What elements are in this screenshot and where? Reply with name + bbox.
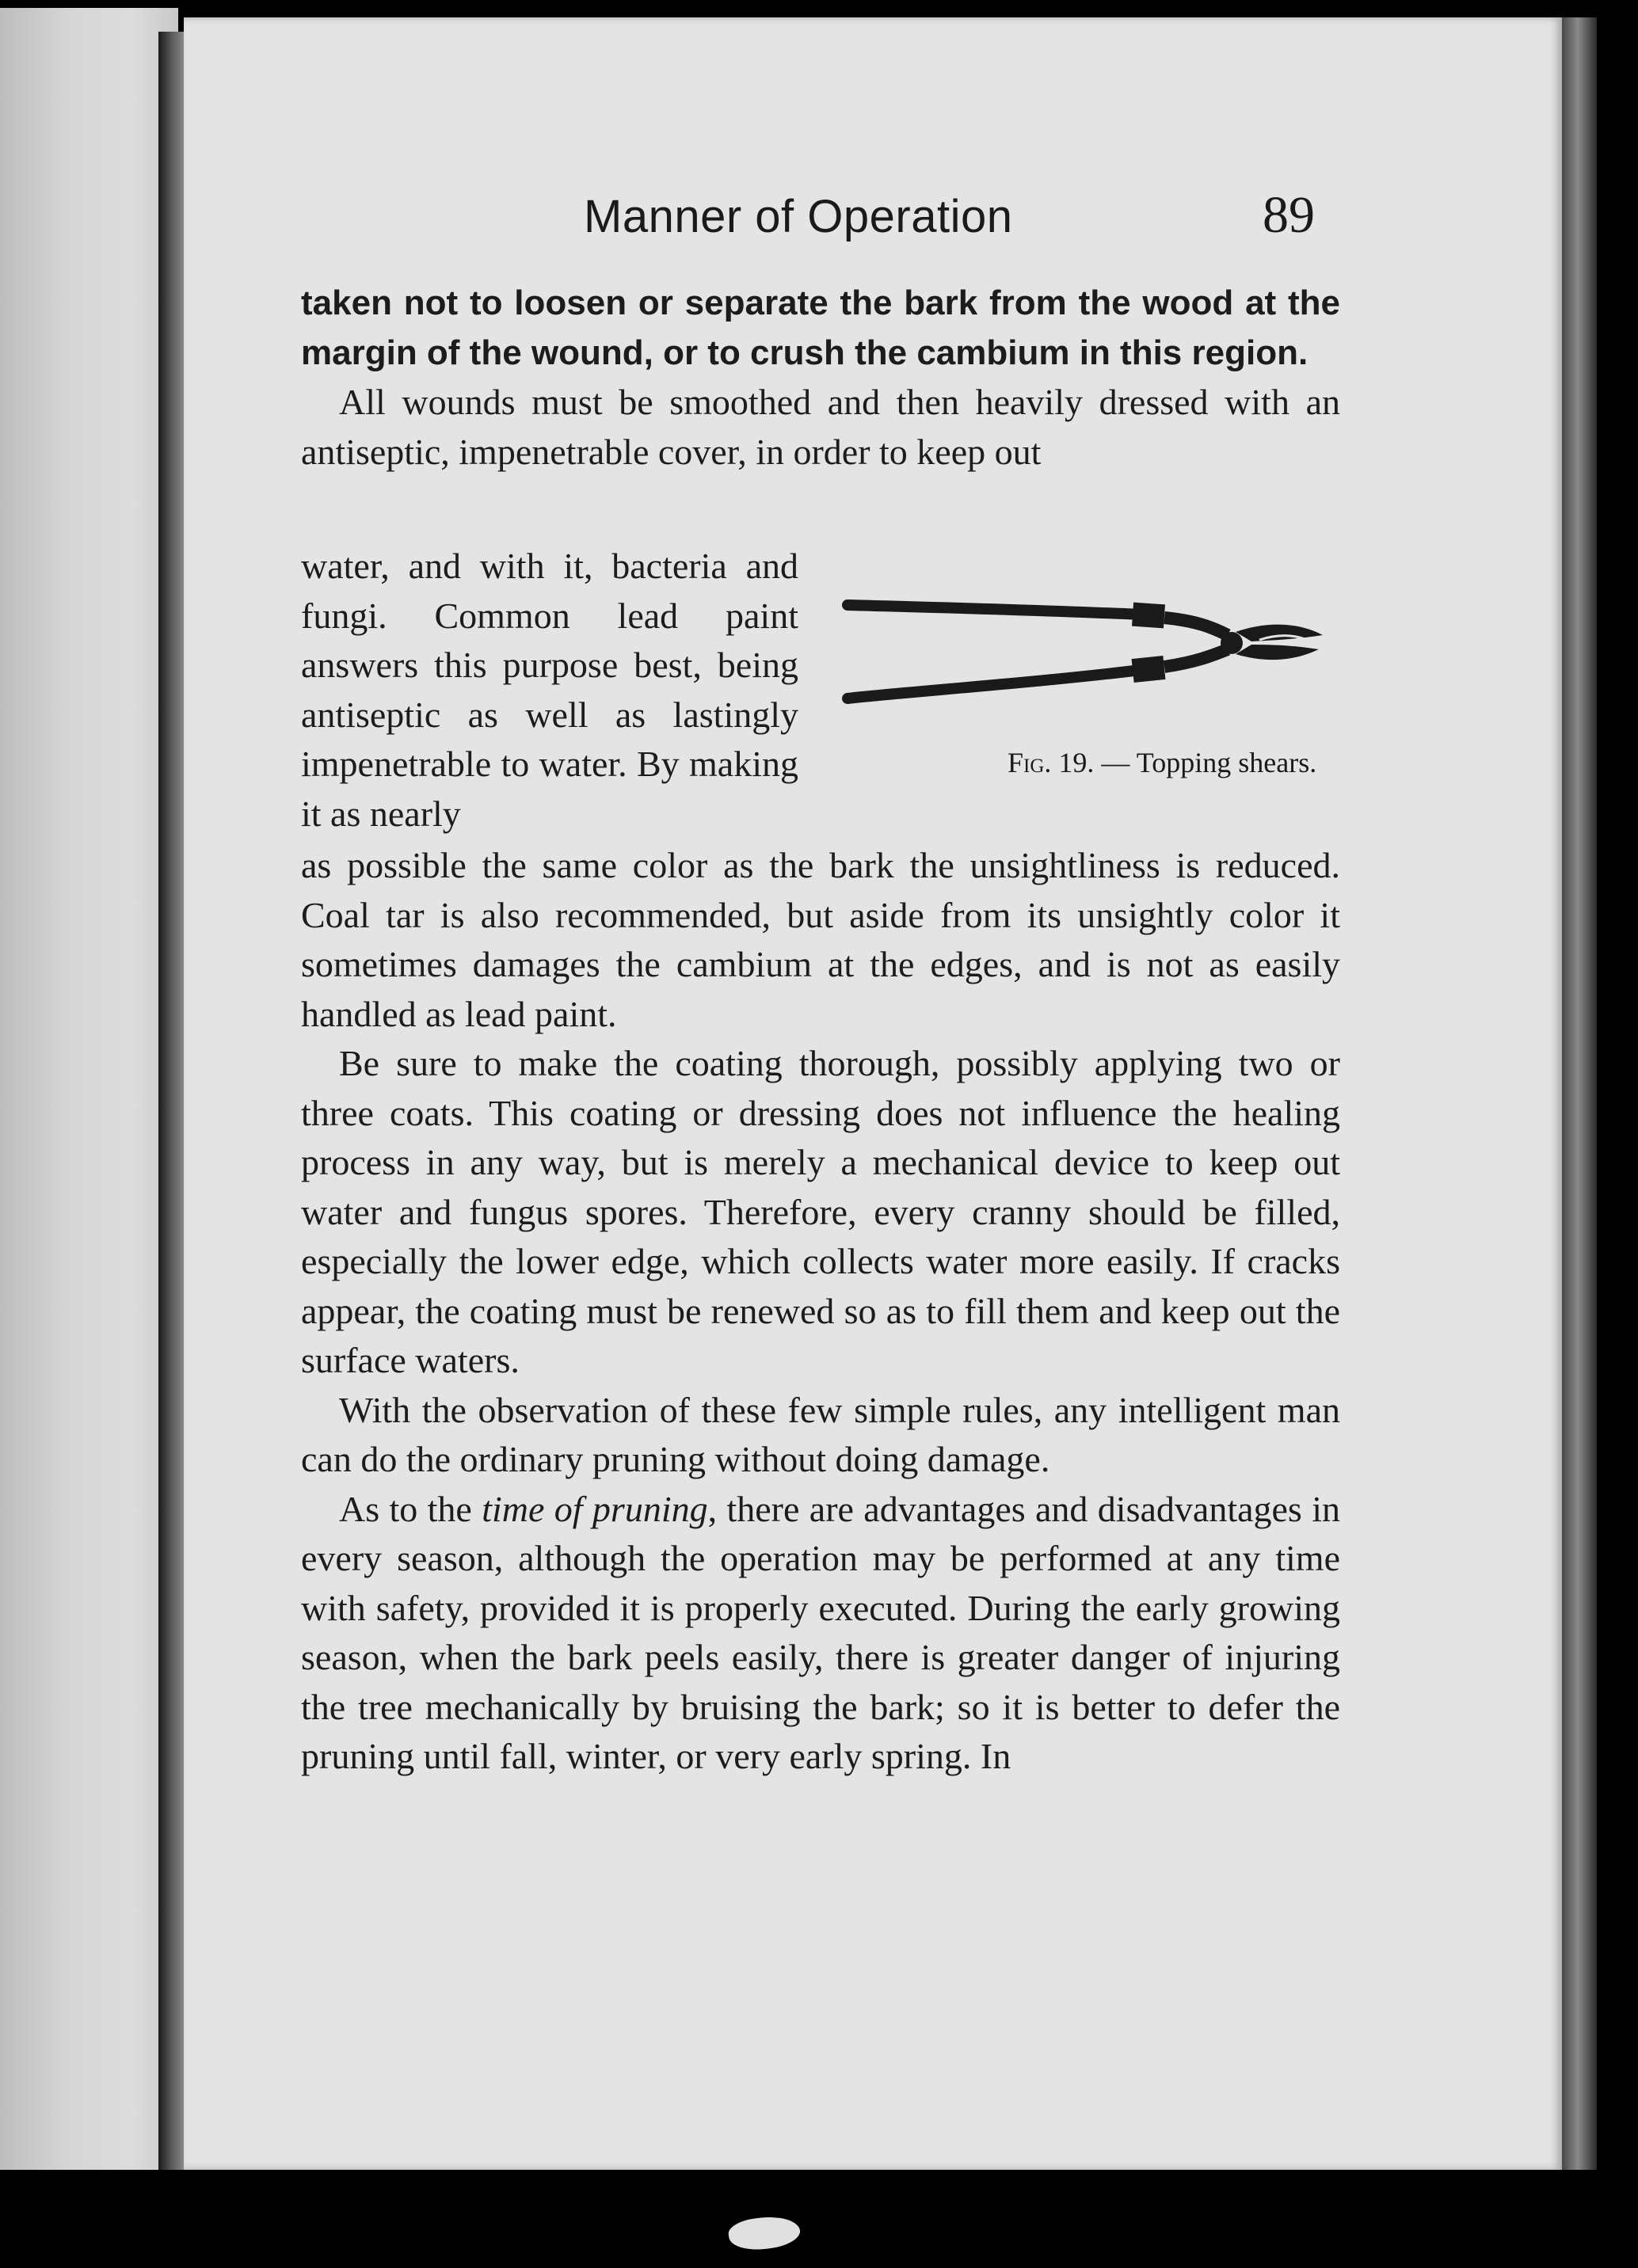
text-block-top xyxy=(301,279,1340,477)
paragraph-5-rest: , there are advantages and disadvantages in every season, although the operation may be performed at any time with safety, provided it is properly executed. During the early growing season, when the bark peels easily, there is greater danger of injuring the tree mechanically by bruising the bark; so it is better to defer the pruning until fall, winter, or very early spring. In xyxy=(301,1488,1340,1776)
page-fore-edge xyxy=(1559,17,1597,2170)
paragraph-2-wrapped: water, and with it, bacteria and fungi. Common lead paint answers this purpose best, being antiseptic as well as lastingly impenetrable to water. By making it as nearly xyxy=(301,546,798,834)
text-block-bottom xyxy=(301,841,1340,1782)
scan-background xyxy=(0,2170,1638,2268)
paragraph-2-start: All wounds must be smoothed and then heavily dressed with an antiseptic, impenetrable cover, in order to keep out xyxy=(301,382,1340,472)
paragraph-3: Be sure to make the coating thorough, possibly applying two or three coats. This coating or dressing does not influence the healing process in any way, but is merely a mechanical device to keep out water and fungus spores. Therefore, every cranny should be filled, especially the lower edge, which collects water more easily. If cracks appear, the coating must be renewed so as to fill them and keep out the surface waters. xyxy=(301,1043,1340,1380)
page-number: 89 xyxy=(1263,186,1315,244)
paragraph-4: With the observation of these few simple rules, any intelligent man can do the ordinary pruning without doing damage. xyxy=(301,1389,1340,1479)
left-page-edge xyxy=(0,8,178,2170)
paragraph-2-end: as possible the same color as the bark the unsightliness is reduced. Coal tar is also recommended, but aside from its unsightly color it sometimes damages the cambium at the edges, and is not as easily handled as lead paint. xyxy=(301,845,1340,1034)
paragraph-5-italic: time of pruning xyxy=(482,1488,708,1529)
wrapped-text xyxy=(301,542,798,839)
paragraph-5-start: As to the xyxy=(339,1488,482,1529)
figure-label: Fig. 19. xyxy=(1008,747,1095,778)
figure-caption xyxy=(1008,746,1316,779)
running-head: Manner of Operation xyxy=(584,191,1013,242)
page-header xyxy=(184,186,1562,245)
book-page xyxy=(184,17,1562,2170)
figure-caption-text: — Topping shears. xyxy=(1101,747,1317,778)
topping-shears-illustration xyxy=(840,573,1331,732)
paragraph-1: taken not to loosen or separate the bark from the wood at the margin of the wound, or to crush the cambium in this region. xyxy=(301,284,1340,372)
figure-wrap-area xyxy=(301,542,1340,858)
paragraph-5 xyxy=(301,1485,1340,1782)
